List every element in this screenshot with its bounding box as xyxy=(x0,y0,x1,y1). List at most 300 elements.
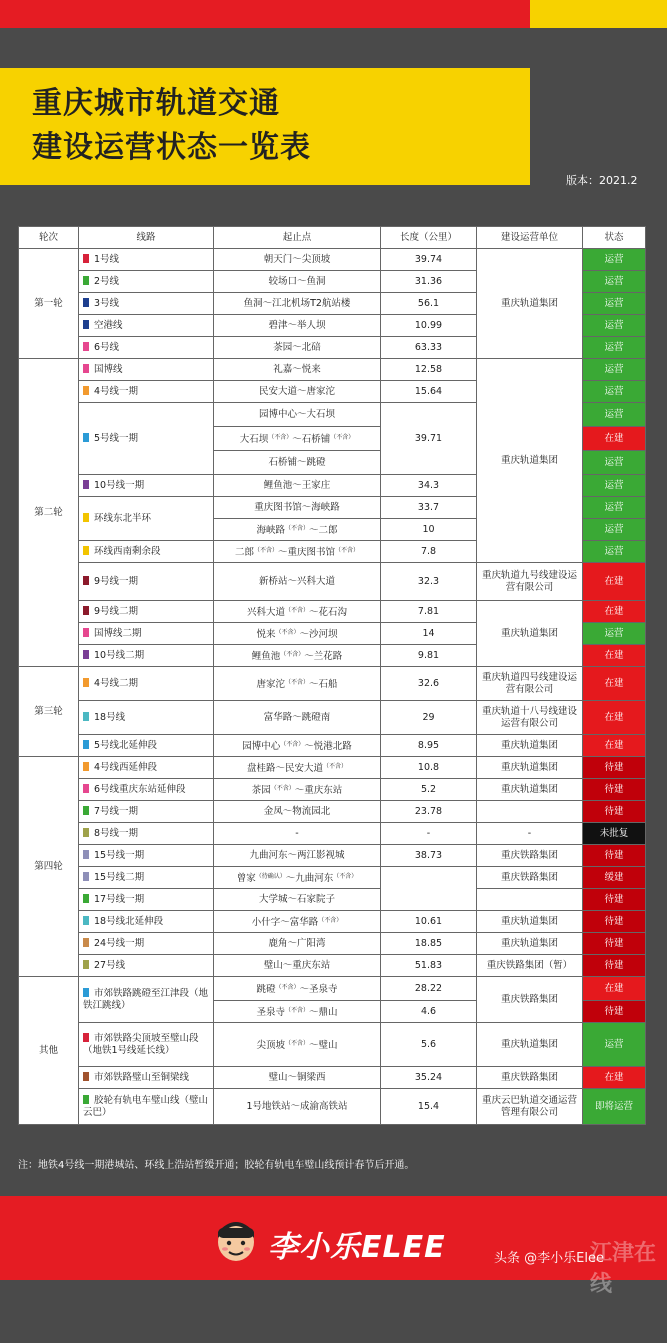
length-cell: 34.3 xyxy=(381,475,477,497)
status-badge: 待建 xyxy=(583,757,646,779)
line-name: 6号线 xyxy=(94,341,120,353)
status-badge: 在建 xyxy=(583,601,646,623)
length-cell xyxy=(381,867,477,911)
line-color-marker xyxy=(83,762,89,771)
line-color-marker xyxy=(83,254,89,263)
route-cell xyxy=(214,359,381,381)
length-cell: 9.81 xyxy=(381,645,477,667)
status-badge: 待建 xyxy=(583,779,646,801)
length-cell: 56.1 xyxy=(381,293,477,315)
route-cell xyxy=(214,623,381,645)
org-cell: 重庆轨道集团 xyxy=(477,735,583,757)
line-name: 4号线一期 xyxy=(94,385,139,397)
watermark-author: 头条 @李小乐Elee xyxy=(494,1251,604,1266)
length-cell: 12.58 xyxy=(381,359,477,381)
length-cell: 7.8 xyxy=(381,541,477,563)
route-start: 海峡路 xyxy=(256,524,285,536)
route-cell xyxy=(214,779,381,801)
length-cell: 28.22 xyxy=(381,977,477,1001)
table-row xyxy=(19,757,646,779)
line-color-marker xyxy=(83,828,89,837)
status-badge: 在建 xyxy=(583,563,646,601)
org-cell: 重庆铁路集团（暂） xyxy=(477,955,583,977)
status-badge: 在建 xyxy=(583,645,646,667)
line-name: 环线西南剩余段 xyxy=(94,545,161,557)
route-start: 大学城～石家院子 xyxy=(258,893,335,905)
line-color-marker xyxy=(83,433,89,442)
org-cell: 重庆轨道集团 xyxy=(477,933,583,955)
route-cell xyxy=(214,293,381,315)
status-badge: 运营 xyxy=(583,359,646,381)
round-cell: 第一轮 xyxy=(19,249,79,359)
line-color-marker xyxy=(83,712,89,721)
org-cell: 重庆铁路集团 xyxy=(477,977,583,1023)
line-name: 4号线西延伸段 xyxy=(94,761,158,773)
route-start-note: （不含） xyxy=(284,678,309,686)
table-row xyxy=(19,977,646,1001)
line-color-marker xyxy=(83,988,89,997)
status-badge: 运营 xyxy=(583,497,646,519)
route-start: 1号地铁站～成渝高铁站 xyxy=(246,1100,348,1112)
status-badge: 在建 xyxy=(583,427,646,451)
line-cell xyxy=(79,403,214,475)
route-start-note: （不含） xyxy=(268,433,293,441)
line-color-marker xyxy=(83,650,89,659)
line-color-marker xyxy=(83,784,89,793)
table-row xyxy=(19,823,646,845)
length-cell: 10.99 xyxy=(381,315,477,337)
route-start: 悦来 xyxy=(256,628,276,640)
length-cell: 15.64 xyxy=(381,381,477,403)
line-cell xyxy=(79,337,214,359)
line-name: 8号线一期 xyxy=(94,827,139,839)
length-cell: 8.95 xyxy=(381,735,477,757)
table-row xyxy=(19,779,646,801)
table-row xyxy=(19,667,646,701)
status-badge: 运营 xyxy=(583,271,646,293)
org-cell: 重庆铁路集团 xyxy=(477,845,583,867)
route-cell xyxy=(214,601,381,623)
line-name: 空港线 xyxy=(94,319,123,331)
table-row xyxy=(19,1089,646,1125)
line-color-marker xyxy=(83,606,89,615)
page-title-line1: 重庆城市轨道交通 xyxy=(32,86,280,121)
length-cell: 4.6 xyxy=(381,1001,477,1023)
route-cell xyxy=(214,1089,381,1125)
line-cell xyxy=(79,735,214,757)
round-cell: 第四轮 xyxy=(19,757,79,977)
status-badge: 待建 xyxy=(583,911,646,933)
page-title-line2: 建设运营状态一览表 xyxy=(32,130,311,165)
length-cell: 5.6 xyxy=(381,1023,477,1067)
line-name: 15号线一期 xyxy=(94,849,145,861)
length-cell: 18.85 xyxy=(381,933,477,955)
line-cell xyxy=(79,271,214,293)
org-cell: 重庆轨道集团 xyxy=(477,779,583,801)
length-cell: 32.3 xyxy=(381,563,477,601)
route-start: 尖顶坡 xyxy=(256,1039,285,1051)
status-table xyxy=(18,226,646,1125)
org-cell: 重庆云巴轨道交通运营管理有限公司 xyxy=(477,1089,583,1125)
status-badge: 运营 xyxy=(583,475,646,497)
table-row xyxy=(19,889,646,911)
status-badge: 待建 xyxy=(583,889,646,911)
org-cell: 重庆轨道九号线建设运营有限公司 xyxy=(477,563,583,601)
col-header-line: 线路 xyxy=(79,227,214,249)
status-badge: 在建 xyxy=(583,735,646,757)
length-cell: 10 xyxy=(381,519,477,541)
route-cell xyxy=(214,645,381,667)
line-name: 市郊铁路尖顶坡至璧山段（地铁1号线延长线） xyxy=(83,1032,199,1056)
org-cell: 重庆轨道集团 xyxy=(477,359,583,563)
status-badge: 在建 xyxy=(583,701,646,735)
status-badge: 运营 xyxy=(583,293,646,315)
route-start: 小什字～富华路 xyxy=(251,916,319,928)
table-row xyxy=(19,601,646,623)
route-cell xyxy=(214,1067,381,1089)
line-cell xyxy=(79,779,214,801)
route-cell xyxy=(214,271,381,293)
line-name: 24号线一期 xyxy=(94,937,145,949)
line-cell xyxy=(79,541,214,563)
route-start: 重庆图书馆～海峡路 xyxy=(254,501,340,513)
length-cell: 33.7 xyxy=(381,497,477,519)
route-end: ～悦港北路 xyxy=(304,740,352,752)
org-cell: 重庆铁路集团 xyxy=(477,1067,583,1089)
status-badge: 缓建 xyxy=(583,867,646,889)
length-cell: 10.61 xyxy=(381,911,477,933)
org-cell: 重庆轨道集团 xyxy=(477,911,583,933)
route-end-note: （不含） xyxy=(318,916,343,924)
length-cell: 39.71 xyxy=(381,403,477,475)
line-color-marker xyxy=(83,872,89,881)
col-header-length: 长度（公里） xyxy=(381,227,477,249)
status-badge: 运营 xyxy=(583,623,646,645)
status-badge: 待建 xyxy=(583,1001,646,1023)
route-start: 金凤～物流园北 xyxy=(263,805,331,817)
col-header-round: 轮次 xyxy=(19,227,79,249)
status-badge: 运营 xyxy=(583,451,646,475)
line-cell xyxy=(79,955,214,977)
route-cell xyxy=(214,889,381,911)
org-cell: - xyxy=(477,823,583,845)
route-end-note: （不含） xyxy=(333,872,358,880)
route-start: 新桥站～兴科大道 xyxy=(258,575,335,587)
status-badge: 运营 xyxy=(583,403,646,427)
route-cell xyxy=(214,337,381,359)
line-color-marker xyxy=(83,546,89,555)
route-end: ～璧山 xyxy=(309,1039,338,1051)
org-cell: 重庆铁路集团 xyxy=(477,867,583,889)
route-end: ～重庆东站 xyxy=(294,784,343,796)
line-cell xyxy=(79,823,214,845)
line-color-marker xyxy=(83,916,89,925)
line-cell xyxy=(79,497,214,541)
line-name: 9号线二期 xyxy=(94,605,139,617)
col-header-route: 起止点 xyxy=(214,227,381,249)
route-start: 朝天门～尖顶坡 xyxy=(263,253,331,265)
line-cell xyxy=(79,757,214,779)
top-yellow-bar xyxy=(530,0,667,28)
table-row xyxy=(19,933,646,955)
route-cell xyxy=(214,381,381,403)
route-start-note: （不含） xyxy=(284,606,309,614)
route-cell xyxy=(214,451,381,475)
route-cell xyxy=(214,475,381,497)
route-start: 茶园～北碚 xyxy=(273,341,321,353)
line-color-marker xyxy=(83,298,89,307)
route-start: 鲤鱼池～王家庄 xyxy=(263,479,331,491)
line-color-marker xyxy=(83,960,89,969)
route-start: 民安大道～唐家沱 xyxy=(258,385,335,397)
line-cell xyxy=(79,1023,214,1067)
table-row xyxy=(19,867,646,889)
line-name: 10号线二期 xyxy=(94,649,145,661)
line-cell xyxy=(79,701,214,735)
line-cell xyxy=(79,1067,214,1089)
line-name: 环线东北半环 xyxy=(94,512,152,524)
brand-logo-text: 李小乐ELEE xyxy=(268,1230,446,1265)
route-start: 璧山～重庆东站 xyxy=(263,959,331,971)
route-start: 较场口～鱼洞 xyxy=(268,275,326,287)
line-color-marker xyxy=(83,1033,89,1042)
table-header-row xyxy=(19,227,646,249)
round-cell: 第二轮 xyxy=(19,359,79,667)
route-start: 园博中心～大石坝 xyxy=(258,408,335,420)
route-end: ～二郎 xyxy=(309,524,338,536)
route-cell xyxy=(214,933,381,955)
line-color-marker xyxy=(83,850,89,859)
route-start: 璧山～铜梁西 xyxy=(268,1071,326,1083)
route-start-note: （不含） xyxy=(275,628,300,636)
mascot-face-icon xyxy=(214,1214,258,1264)
length-cell: 14 xyxy=(381,623,477,645)
line-name: 国博线二期 xyxy=(94,627,142,639)
col-header-org: 建设运营单位 xyxy=(477,227,583,249)
line-cell xyxy=(79,1089,214,1125)
route-start: 鲤鱼池 xyxy=(251,650,281,662)
round-cell: 其他 xyxy=(19,977,79,1125)
length-cell: 23.78 xyxy=(381,801,477,823)
table-row xyxy=(19,911,646,933)
route-cell xyxy=(214,1023,381,1067)
route-cell xyxy=(214,667,381,701)
version-label: 版本：2021.2 xyxy=(566,174,638,187)
status-badge: 待建 xyxy=(583,845,646,867)
route-cell xyxy=(214,315,381,337)
line-name: 18号线北延伸段 xyxy=(94,915,164,927)
org-cell: 重庆轨道四号线建设运营有限公司 xyxy=(477,667,583,701)
line-name: 2号线 xyxy=(94,275,120,287)
line-name: 18号线 xyxy=(94,711,126,723)
org-cell xyxy=(477,801,583,823)
line-cell xyxy=(79,667,214,701)
route-start: 兴科大道 xyxy=(246,606,285,618)
line-name: 4号线二期 xyxy=(94,677,139,689)
route-cell xyxy=(214,757,381,779)
route-end: ～沙河坝 xyxy=(299,628,338,640)
route-cell xyxy=(214,1001,381,1023)
route-cell xyxy=(214,823,381,845)
route-start: 九曲河东～两江影视城 xyxy=(249,849,345,861)
line-cell xyxy=(79,911,214,933)
line-color-marker xyxy=(83,342,89,351)
status-badge: 运营 xyxy=(583,541,646,563)
route-end: ～石桥铺 xyxy=(292,433,331,445)
route-cell xyxy=(214,403,381,427)
route-cell xyxy=(214,427,381,451)
length-cell: 51.83 xyxy=(381,955,477,977)
length-cell: - xyxy=(381,823,477,845)
route-start: 茶园 xyxy=(251,784,271,796)
route-end: ～九曲河东 xyxy=(285,872,334,884)
table-body xyxy=(19,249,646,1125)
length-cell: 63.33 xyxy=(381,337,477,359)
status-badge: 运营 xyxy=(583,337,646,359)
table-row xyxy=(19,801,646,823)
route-start-note: （不含） xyxy=(284,1039,309,1047)
line-name: 1号线 xyxy=(94,253,120,265)
org-cell: 重庆轨道十八号线建设运营有限公司 xyxy=(477,701,583,735)
org-cell: 重庆轨道集团 xyxy=(477,1023,583,1067)
line-color-marker xyxy=(83,1072,89,1081)
line-cell xyxy=(79,563,214,601)
line-color-marker xyxy=(83,894,89,903)
route-start: 鱼洞～江北机场T2航站楼 xyxy=(243,297,351,309)
org-cell xyxy=(477,889,583,911)
line-cell xyxy=(79,977,214,1023)
line-cell xyxy=(79,359,214,381)
route-start-note: （待确认） xyxy=(255,872,286,880)
route-start: - xyxy=(295,827,299,839)
org-cell: 重庆轨道集团 xyxy=(477,249,583,359)
length-cell: 29 xyxy=(381,701,477,735)
status-badge: 运营 xyxy=(583,381,646,403)
length-cell: 5.2 xyxy=(381,779,477,801)
route-start-note: （不含） xyxy=(280,740,305,748)
status-badge: 运营 xyxy=(583,249,646,271)
footnote: 注：地铁4号线一期港城站、环线上浩站暂缓开通；胶轮有轨电车璧山线预计春节后开通。 xyxy=(18,1160,415,1171)
line-name: 胶轮有轨电车璧山线（璧山云巴） xyxy=(83,1094,209,1118)
status-badge: 未批复 xyxy=(583,823,646,845)
table-row xyxy=(19,955,646,977)
route-end: ～兰花路 xyxy=(304,650,343,662)
line-cell xyxy=(79,845,214,867)
line-color-marker xyxy=(83,480,89,489)
route-start-note: （不含） xyxy=(275,983,300,991)
line-name: 9号线一期 xyxy=(94,575,139,587)
line-cell xyxy=(79,315,214,337)
route-cell xyxy=(214,541,381,563)
line-cell xyxy=(79,889,214,911)
status-badge: 待建 xyxy=(583,933,646,955)
route-end-note: （不含） xyxy=(323,762,348,770)
line-name: 5号线北延伸段 xyxy=(94,739,158,751)
route-end-note: （不含） xyxy=(335,546,360,554)
line-color-marker xyxy=(83,678,89,687)
line-cell xyxy=(79,601,214,623)
route-cell xyxy=(214,845,381,867)
length-cell: 15.4 xyxy=(381,1089,477,1125)
status-badge: 在建 xyxy=(583,1067,646,1089)
table-row xyxy=(19,845,646,867)
line-name: 国博线 xyxy=(94,363,123,375)
route-start-note: （不含） xyxy=(280,650,305,658)
status-table-wrap xyxy=(18,226,645,1343)
route-cell xyxy=(214,867,381,889)
route-start: 礼嘉～悦来 xyxy=(273,363,321,375)
route-start: 二郎 xyxy=(234,546,254,558)
route-start: 鹿角～广阳湾 xyxy=(268,937,326,949)
line-cell xyxy=(79,249,214,271)
status-badge: 待建 xyxy=(583,955,646,977)
line-color-marker xyxy=(83,806,89,815)
status-badge: 运营 xyxy=(583,519,646,541)
length-cell: 7.81 xyxy=(381,601,477,623)
org-cell: 重庆轨道集团 xyxy=(477,757,583,779)
line-name: 6号线重庆东站延伸段 xyxy=(94,783,186,795)
line-name: 7号线一期 xyxy=(94,805,139,817)
route-start: 碧津～举人坝 xyxy=(268,319,326,331)
length-cell: 10.8 xyxy=(381,757,477,779)
route-cell xyxy=(214,911,381,933)
route-start-note: （不含） xyxy=(270,784,295,792)
route-cell xyxy=(214,497,381,519)
route-end: ～石船 xyxy=(309,678,338,690)
line-color-marker xyxy=(83,364,89,373)
route-start: 大石坝 xyxy=(239,433,269,445)
length-cell: 32.6 xyxy=(381,667,477,701)
route-cell xyxy=(214,955,381,977)
line-cell xyxy=(79,645,214,667)
line-color-marker xyxy=(83,576,89,585)
status-badge: 运营 xyxy=(583,315,646,337)
line-name: 17号线一期 xyxy=(94,893,145,905)
line-cell xyxy=(79,475,214,497)
line-cell xyxy=(79,623,214,645)
line-name: 市郊铁路跳磴至江津段（地铁江跳线） xyxy=(83,987,209,1011)
route-cell xyxy=(214,563,381,601)
route-cell xyxy=(214,735,381,757)
watermark-site: 江津在线 xyxy=(590,1241,657,1297)
line-cell xyxy=(79,381,214,403)
status-badge: 运营 xyxy=(583,1023,646,1067)
status-badge: 即将运营 xyxy=(583,1089,646,1125)
route-start: 盘桂路～民安大道 xyxy=(246,762,323,774)
route-end: ～重庆图书馆 xyxy=(278,546,336,558)
line-cell xyxy=(79,867,214,889)
route-end-note: （不含） xyxy=(330,433,355,441)
table-row xyxy=(19,563,646,601)
route-start: 石桥铺～跳磴 xyxy=(268,456,326,468)
route-end: ～花石沟 xyxy=(309,606,348,618)
route-cell xyxy=(214,519,381,541)
line-cell xyxy=(79,293,214,315)
route-start-note: （不含） xyxy=(284,1006,309,1014)
length-cell: 39.74 xyxy=(381,249,477,271)
line-name: 市郊铁路璧山至铜梁线 xyxy=(94,1071,190,1083)
line-color-marker xyxy=(83,276,89,285)
top-red-bar xyxy=(0,0,530,28)
line-color-marker xyxy=(83,320,89,329)
route-start: 园博中心 xyxy=(242,740,281,752)
line-color-marker xyxy=(83,386,89,395)
line-name: 10号线一期 xyxy=(94,479,145,491)
route-cell xyxy=(214,801,381,823)
length-cell: 35.24 xyxy=(381,1067,477,1089)
length-cell: 31.36 xyxy=(381,271,477,293)
route-start: 跳磴 xyxy=(256,983,276,995)
